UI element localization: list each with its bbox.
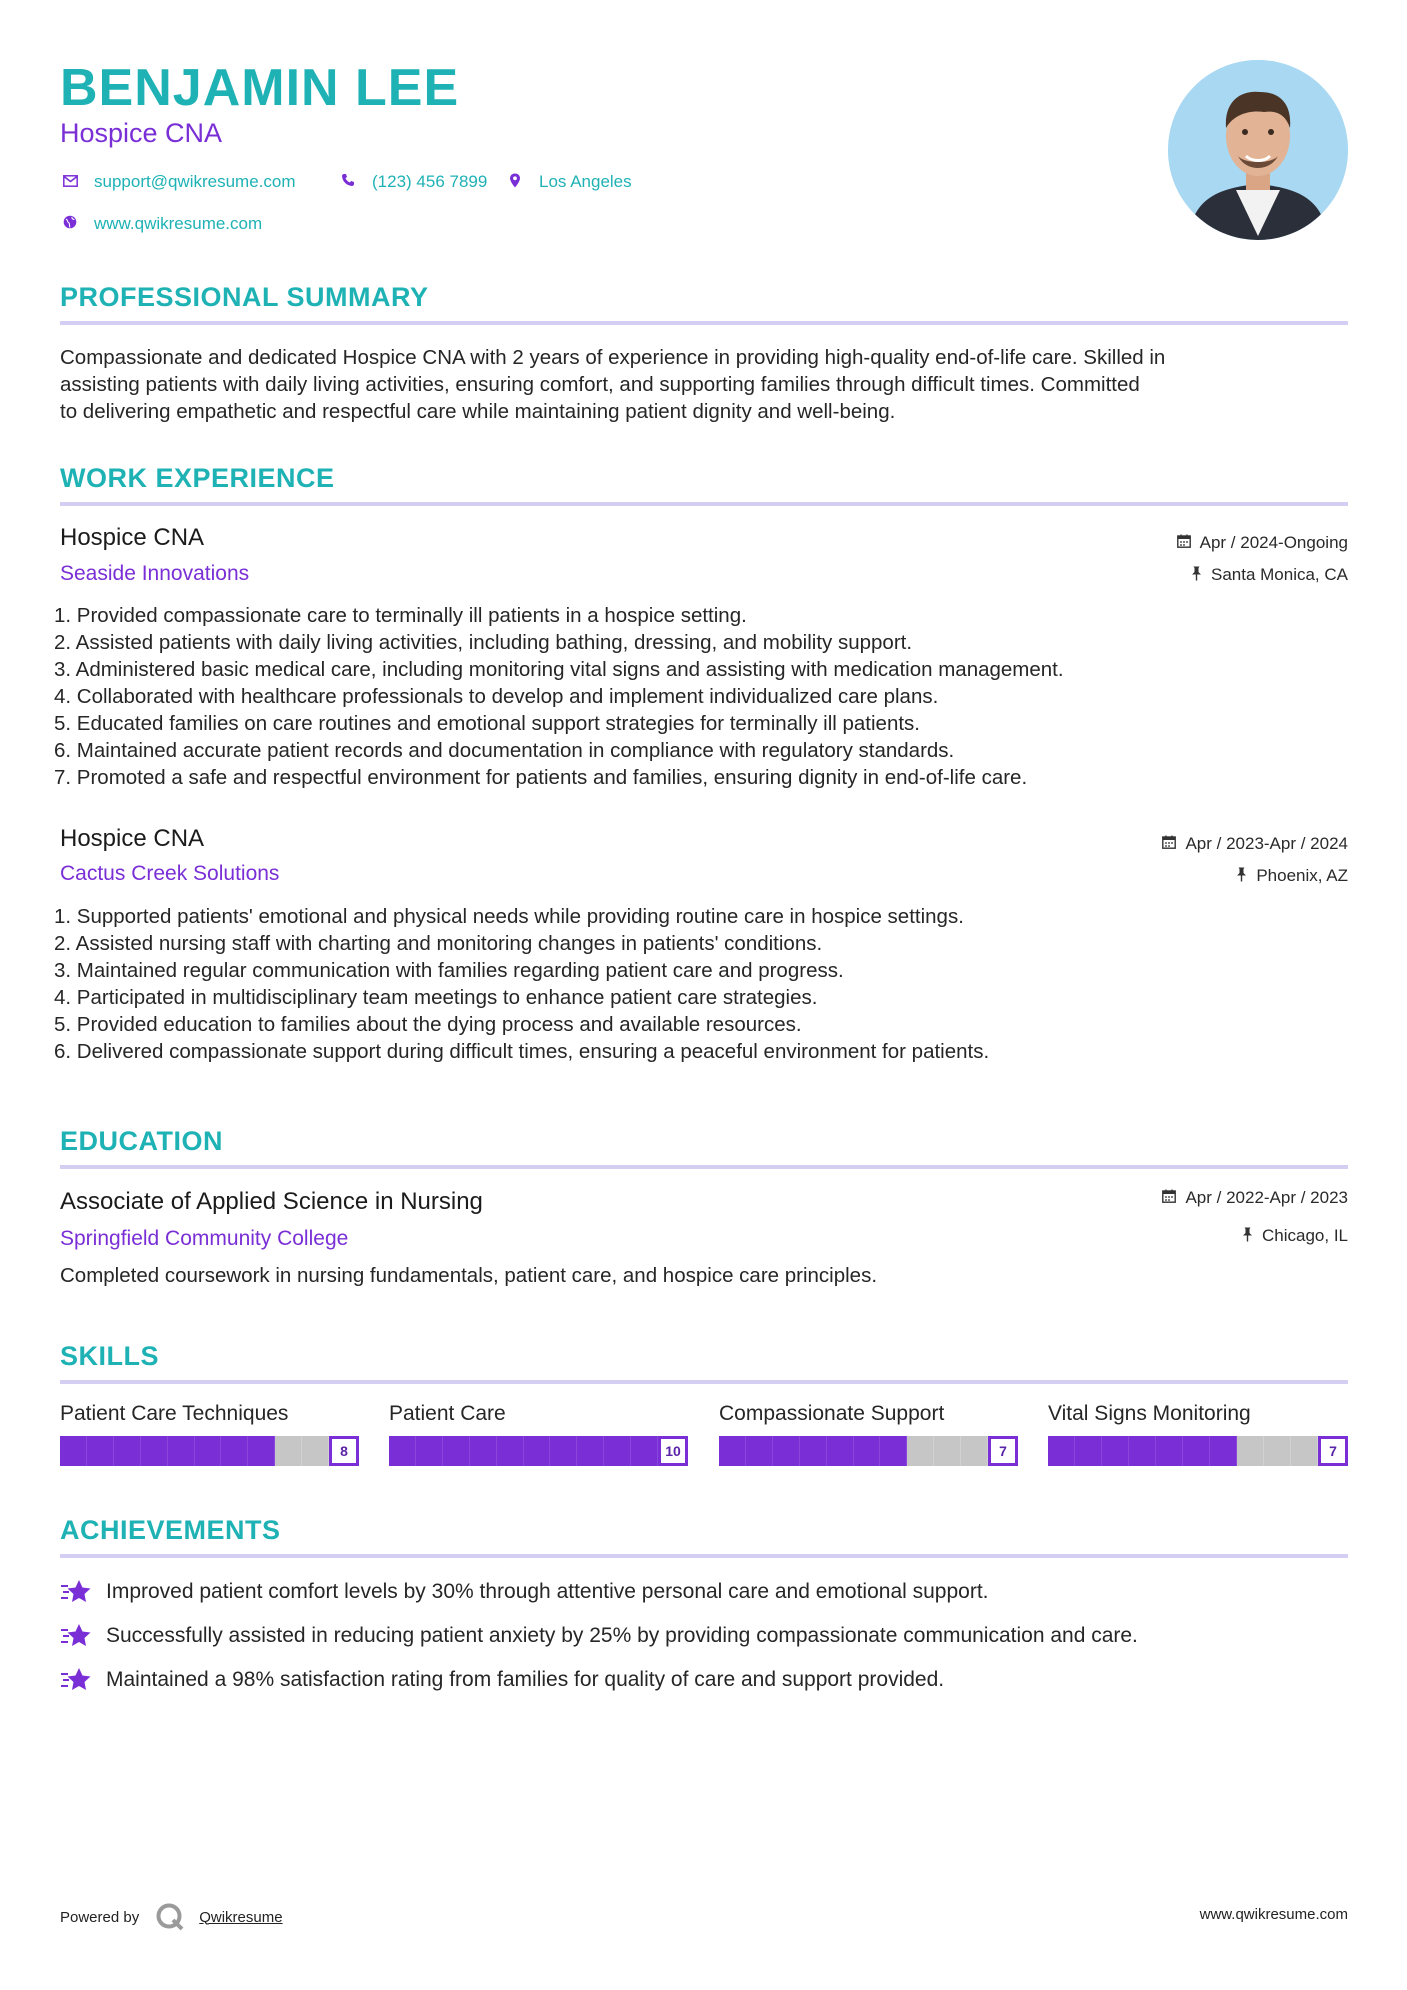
star-icon [60, 1665, 94, 1695]
skill-bar-segment [1102, 1436, 1129, 1466]
skill-bar-segment [195, 1436, 222, 1466]
envelope-icon [60, 174, 80, 191]
list-item: 4. Participated in multidisciplinary team meetings to enhance patient care strategies. [54, 986, 818, 1009]
star-icon [60, 1621, 94, 1651]
skill-bar-segment [524, 1436, 551, 1466]
skill-bar-segment [800, 1436, 827, 1466]
job-dates [1177, 533, 1348, 553]
phone-icon [338, 173, 358, 191]
qwikresume-logo-icon [155, 1902, 185, 1932]
star-icon [60, 1577, 94, 1607]
calendar-icon [1162, 835, 1176, 853]
skill-bar-segment [248, 1436, 275, 1466]
skill-bar-segment [934, 1436, 961, 1466]
skill-name: Patient Care [389, 1402, 506, 1425]
skill-bar-segment [550, 1436, 577, 1466]
candidate-role: Hospice CNA [60, 118, 223, 148]
job-duties-list [54, 903, 1354, 1065]
skill-bar-segment [275, 1436, 302, 1466]
summary-line: to delivering empathetic and respectful care while maintaining patient dignity and well-being. [60, 400, 896, 423]
skill-bar-segment [1075, 1436, 1102, 1466]
skill-bar-segment [631, 1436, 658, 1466]
job-location [1236, 866, 1348, 886]
skill-bar-segment [221, 1436, 248, 1466]
skill-bar-segment [1291, 1436, 1318, 1466]
list-item: 5. Provided education to families about the dying process and available resources. [54, 1013, 802, 1036]
skill-bar-segment [1210, 1436, 1237, 1466]
skill-item [719, 1402, 1018, 1466]
location-text: Los Angeles [539, 172, 632, 191]
achievement-text: Successfully assisted in reducing patient anxiety by 25% by providing compassionate communication and care. [106, 1624, 1138, 1647]
experience-divider [60, 502, 1348, 506]
calendar-icon [1162, 1189, 1176, 1207]
summary-text [60, 344, 1350, 425]
job-dates-text: Apr / 2023-Apr / 2024 [1185, 834, 1348, 853]
skill-bar-segment [1264, 1436, 1291, 1466]
summary-divider [60, 321, 1348, 325]
achievement-item [60, 1621, 1138, 1651]
list-item: 6. Delivered compassionate support during difficult times, ensuring a peaceful environment for patients. [54, 1040, 990, 1063]
skill-bar-segment [168, 1436, 195, 1466]
job-location [1191, 565, 1348, 585]
education-divider [60, 1165, 1348, 1169]
education-degree: Associate of Applied Science in Nursing [60, 1188, 483, 1215]
skills-heading: SKILLS [60, 1341, 160, 1371]
summary-line: assisting patients with daily living activities, ensuring comfort, and supporting families through difficult times. Committed [60, 373, 1140, 396]
skill-bar-segment [416, 1436, 443, 1466]
skill-name: Vital Signs Monitoring [1048, 1402, 1251, 1425]
skill-bar-segment [141, 1436, 168, 1466]
list-item: 3. Maintained regular communication with families regarding patient care and progress. [54, 959, 844, 982]
phone-text: (123) 456 7899 [372, 172, 488, 191]
pushpin-icon [1236, 867, 1247, 886]
skill-bar-segment [604, 1436, 631, 1466]
summary-heading: PROFESSIONAL SUMMARY [60, 282, 429, 312]
job-title: Hospice CNA [60, 825, 205, 852]
pushpin-icon [1242, 1227, 1253, 1246]
skills-divider [60, 1380, 1348, 1384]
job-company: Cactus Creek Solutions [60, 862, 280, 885]
skill-bar-segment [443, 1436, 470, 1466]
skill-bar-segment [1237, 1436, 1264, 1466]
achievement-item [60, 1665, 944, 1695]
education-dates [1162, 1188, 1348, 1208]
skill-bar-segment [114, 1436, 141, 1466]
job-location-text: Phoenix, AZ [1256, 866, 1348, 885]
skill-bar-segment [470, 1436, 497, 1466]
email-contact[interactable] [60, 172, 296, 192]
skill-level-value: 7 [1318, 1436, 1348, 1466]
list-item: 7. Promoted a safe and respectful environment for patients and families, ensuring dignity in end-of-life care. [54, 766, 1028, 789]
footer-powered-by [60, 1902, 283, 1932]
skill-bar-segment [577, 1436, 604, 1466]
skill-bar-segment [1048, 1436, 1075, 1466]
job-duties-list [54, 602, 1354, 791]
skill-bar [1048, 1436, 1348, 1466]
candidate-name: BENJAMIN LEE [60, 59, 460, 117]
website-text: www.qwikresume.com [94, 214, 263, 233]
achievement-text: Improved patient comfort levels by 30% through attentive personal care and emotional support. [106, 1580, 989, 1603]
job-title: Hospice CNA [60, 524, 205, 551]
list-item: 5. Educated families on care routines and emotional support strategies for terminally ill patients. [54, 712, 921, 735]
skill-bar-segment [60, 1436, 87, 1466]
email-text: support@qwikresume.com [94, 172, 296, 191]
education-school: Springfield Community College [60, 1227, 349, 1250]
achievement-text: Maintained a 98% satisfaction rating from families for quality of care and support provided. [106, 1668, 945, 1691]
job-dates [1162, 834, 1348, 854]
skill-bar-segment [389, 1436, 416, 1466]
skill-level-value: 7 [988, 1436, 1018, 1466]
globe-icon [60, 215, 80, 233]
skill-bar-segment [1156, 1436, 1183, 1466]
skill-bar-segment [907, 1436, 934, 1466]
phone-contact[interactable] [338, 172, 487, 192]
achievements-heading: ACHIEVEMENTS [60, 1515, 281, 1545]
job-dates-text: Apr / 2024-Ongoing [1199, 533, 1348, 552]
list-item: 3. Administered basic medical care, including monitoring vital signs and assisting with medication management. [54, 658, 1064, 681]
skill-bar [60, 1436, 359, 1466]
job-location-text: Santa Monica, CA [1210, 565, 1348, 584]
website-contact[interactable] [60, 214, 262, 234]
skill-bar [389, 1436, 688, 1466]
list-item: 2. Assisted nursing staff with charting and monitoring changes in patients' conditions. [54, 932, 823, 955]
summary-line: Compassionate and dedicated Hospice CNA with 2 years of experience in providing high-quality end-of-life care. Skilled in [60, 346, 1166, 369]
skill-bar-segment [87, 1436, 114, 1466]
footer-website[interactable]: www.qwikresume.com [1199, 1906, 1348, 1923]
skill-bar-segment [854, 1436, 881, 1466]
achievement-item [60, 1577, 989, 1607]
map-pin-icon [505, 173, 525, 192]
skill-level-value: 10 [658, 1436, 688, 1466]
skill-bar-segment [880, 1436, 907, 1466]
skill-bar [719, 1436, 1018, 1466]
experience-heading: WORK EXPERIENCE [60, 463, 335, 493]
skill-level-value: 8 [329, 1436, 359, 1466]
skill-bar-segment [773, 1436, 800, 1466]
skill-bar-segment [746, 1436, 773, 1466]
calendar-icon [1177, 534, 1191, 552]
education-location [1242, 1226, 1348, 1246]
skill-bar-segment [961, 1436, 988, 1466]
skill-bar-segment [1183, 1436, 1210, 1466]
education-location-text: Chicago, IL [1262, 1226, 1348, 1245]
list-item: 2. Assisted patients with daily living activities, including bathing, dressing, and mobility support. [54, 631, 913, 654]
skill-bar-segment [827, 1436, 854, 1466]
skill-item [389, 1402, 688, 1466]
skill-item [60, 1402, 359, 1466]
qwikresume-link[interactable]: Qwikresume [199, 1908, 283, 1926]
skill-bar-segment [497, 1436, 524, 1466]
list-item: 1. Provided compassionate care to terminally ill patients in a hospice setting. [54, 604, 747, 627]
education-dates-text: Apr / 2022-Apr / 2023 [1185, 1188, 1348, 1207]
skill-name: Patient Care Techniques [60, 1402, 289, 1425]
list-item: 4. Collaborated with healthcare professionals to develop and implement individualized care plans. [54, 685, 939, 708]
skill-bar-segment [1129, 1436, 1156, 1466]
education-description: Completed coursework in nursing fundamentals, patient care, and hospice care principles. [60, 1264, 878, 1287]
location-contact [505, 172, 632, 192]
profile-photo [1168, 60, 1348, 240]
skill-bar-segment [719, 1436, 746, 1466]
skill-bar-segment [302, 1436, 329, 1466]
skill-item [1048, 1402, 1348, 1466]
education-heading: EDUCATION [60, 1126, 223, 1156]
powered-by-label: Powered by [60, 1908, 140, 1926]
pushpin-icon [1191, 566, 1202, 585]
list-item: 6. Maintained accurate patient records and documentation in compliance with regulatory standards. [54, 739, 955, 762]
skill-name: Compassionate Support [719, 1402, 945, 1425]
job-company: Seaside Innovations [60, 562, 250, 585]
list-item: 1. Supported patients' emotional and physical needs while providing routine care in hospice settings. [54, 905, 964, 928]
achievements-divider [60, 1554, 1348, 1558]
